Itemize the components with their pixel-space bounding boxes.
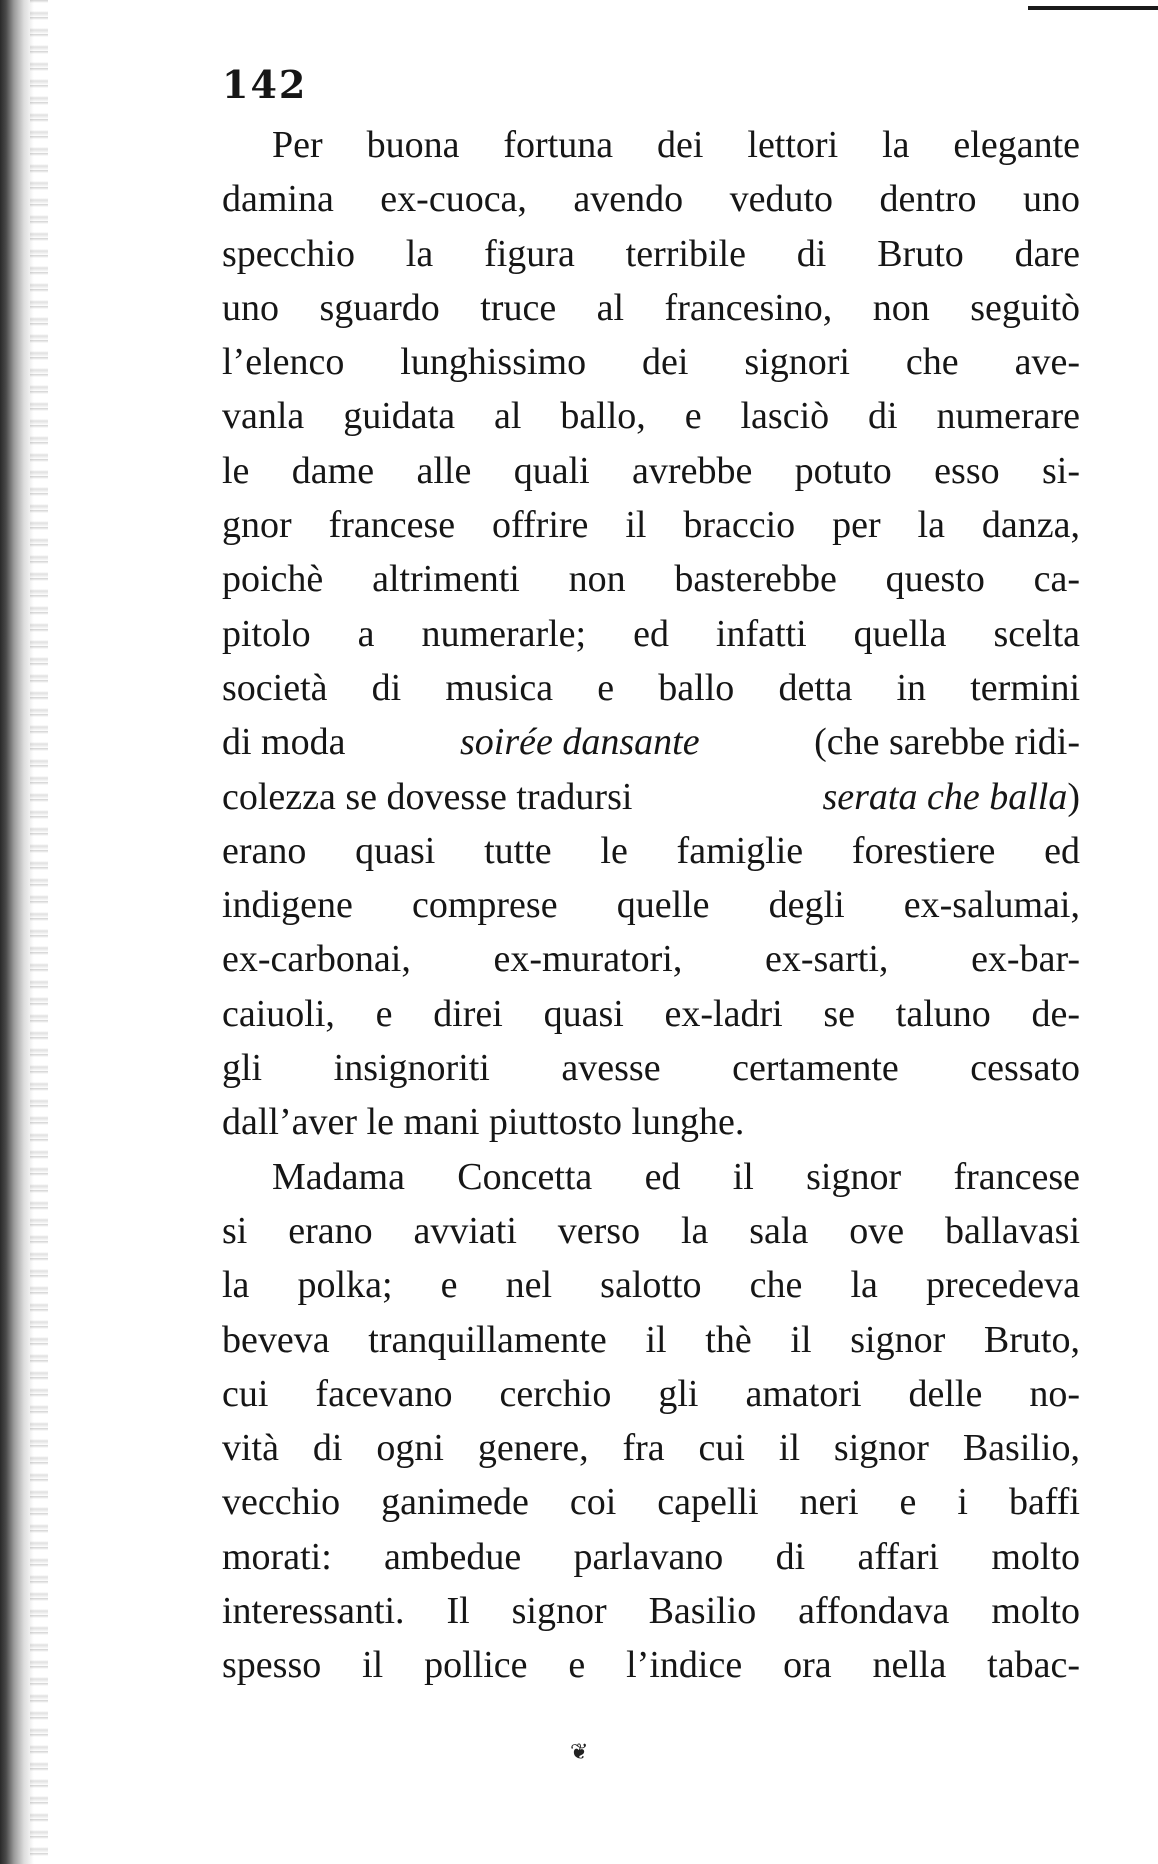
text-line: la polka; e nel salotto che la precedeva bbox=[222, 1264, 1080, 1307]
text-line bbox=[222, 715, 1080, 769]
text-line: erano quasi tutte le famiglie forestiere ed bbox=[222, 829, 1080, 872]
text-line: le dame alle quali avrebbe potuto esso si- bbox=[222, 449, 1080, 492]
text-line: spesso il pollice e l’indice ora nella tabac- bbox=[222, 1644, 1080, 1687]
ornament-mark: ❦ bbox=[570, 1740, 589, 1765]
text-line: specchio la figura terribile di Bruto dare bbox=[222, 232, 1080, 275]
italic-wrapper bbox=[642, 770, 1080, 824]
page-number: 142 bbox=[222, 62, 308, 107]
text-line: vecchio ganimede coi capelli neri e i baffi bbox=[222, 1481, 1080, 1524]
text-line: damina ex-cuoca, avendo veduto dentro uno bbox=[222, 178, 1080, 221]
text-line: ex-carbonai, ex-muratori, ex-sarti, ex-bar- bbox=[222, 938, 1080, 981]
text-line: gnor francese offrire il braccio per la danza, bbox=[222, 504, 1080, 547]
text-line: uno sguardo truce al francesino, non seguitò bbox=[222, 286, 1080, 329]
text-segment: (che sarebbe ridi- bbox=[804, 721, 1080, 764]
text-line: beveva tranquillamente il thè il signor Bruto, bbox=[222, 1318, 1080, 1361]
text-line: cui facevano cerchio gli amatori delle no- bbox=[222, 1372, 1080, 1415]
text-line: indigene comprese quelle degli ex-salumai, bbox=[222, 884, 1080, 927]
text-line: l’elenco lunghissimo dei signori che ave- bbox=[222, 341, 1080, 384]
text-line: Per buona fortuna dei lettori la elegante bbox=[272, 124, 1080, 166]
text-line bbox=[222, 770, 1080, 824]
text-line: gli insignoriti avesse certamente cessato bbox=[222, 1047, 1080, 1090]
text-line: morati: ambedue parlavano di affari molto bbox=[222, 1535, 1080, 1578]
italic-phrase: soirée dansante bbox=[460, 721, 700, 764]
text-segment: ) bbox=[1067, 775, 1080, 818]
text-line: società di musica e ballo detta in termini bbox=[222, 666, 1080, 709]
text-segment: di moda bbox=[222, 721, 355, 764]
text-line: pitolo a numerarle; ed infatti quella scelta bbox=[222, 612, 1080, 655]
italic-phrase: serata che balla bbox=[822, 775, 1068, 818]
text-line: poichè altrimenti non basterebbe questo ca- bbox=[222, 558, 1080, 601]
text-line: Madama Concetta ed il signor francese bbox=[272, 1155, 1080, 1198]
text-segment: colezza se dovesse tradursi bbox=[222, 775, 642, 818]
binding-speckle bbox=[30, 0, 48, 1864]
text-line: vanla guidata al ballo, e lasciò di numerare bbox=[222, 395, 1080, 438]
text-line: interessanti. Il signor Basilio affondava molto bbox=[222, 1590, 1080, 1633]
binding-edge bbox=[0, 0, 34, 1864]
text-line: si erano avviati verso la sala ove ballavasi bbox=[222, 1209, 1080, 1252]
text-line: dall’aver le mani piuttosto lunghe. bbox=[222, 1101, 745, 1144]
top-rule bbox=[1028, 6, 1158, 10]
text-line: caiuoli, e direi quasi ex-ladri se taluno de- bbox=[222, 992, 1080, 1035]
body-text bbox=[222, 118, 1080, 1693]
text-line: vità di ogni genere, fra cui il signor Basilio, bbox=[222, 1427, 1080, 1470]
